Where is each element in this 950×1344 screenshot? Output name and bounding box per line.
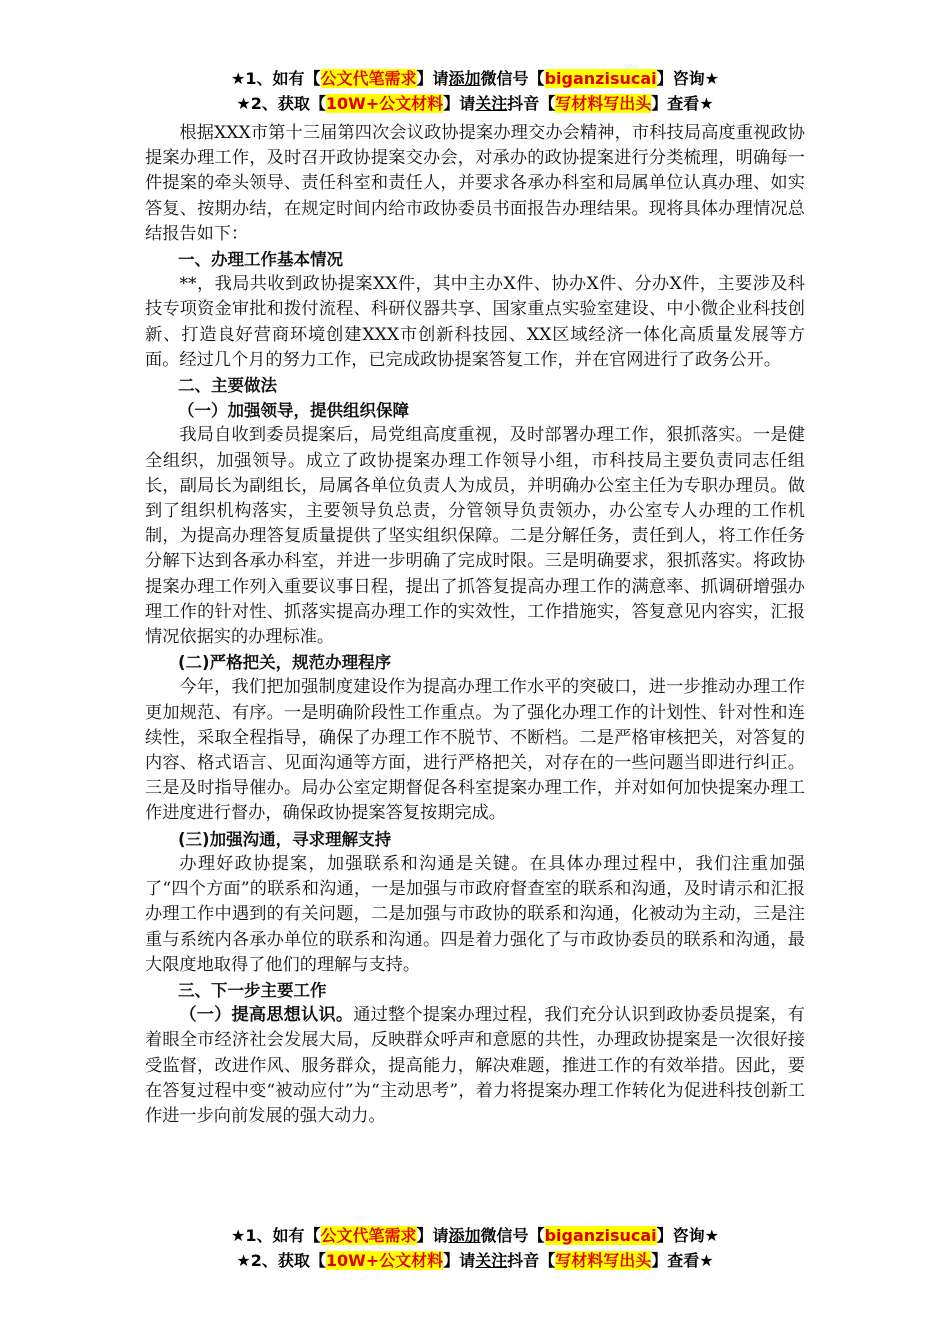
banner-text: 微信号【 [480,69,545,88]
top-banner-line-1 [0,69,950,89]
banner-text: 抖音【 [507,94,556,113]
paragraph-procedures: 今年，我们把加强制度建设作为提高办理工作水平的突破口，进一步推动办理工作更加规范、有序。一是明确阶段性工作重点。为了强化办理工作的计划性、针对性和连续性，采取全程指导，确保了办理工作不脱节、不断档。二是严格审核把关，对答复的内容、格式语言、见面沟通等方面，进行严格把关，对存在的一些问题当即进行纠正。三是及时指导催办。局办公室定期督促各科室提案办理工作，并对如何加快提案办理工作进度进行督办，确保政协提案答复按期完成。 [145,677,805,824]
banner-douyin-id: 写材料写出头 [555,94,652,113]
banner-text: 微信号【 [480,1226,545,1245]
paragraph-communication: 办理好政协提案，加强联系和沟通是关键。在具体办理过程中，我们注重加强了“四个方面”的联系和沟通，一是加强与市政府督查室的联系和沟通，及时请示和汇报办理工作中遇到的有关问题，二是加强与市政协的联系和沟通，化被动为主动，三是注重与系统内各承办单位的联系和沟通。四是着力强化了与市政协委员的联系和沟通，最大限度地取得了他们的理解与支持。 [145,853,805,975]
subsection-heading-2-2: (二)严格把关，规范办理程序 [178,653,392,673]
subsection-heading-2-1: （一）加强领导，提供组织保障 [178,401,409,421]
banner-text: 抖音【 [507,1251,556,1270]
banner-text: 】咨询★ [656,1226,719,1245]
banner-text: ★2、获取【 [236,94,326,113]
banner-text: 】请 [443,94,476,113]
banner-text: ★1、如有【 [231,69,321,88]
bottom-banner-line-2 [0,1251,950,1271]
paragraph-lead-in: （一）提高思想认识。 [179,1005,354,1026]
subsection-heading-2-3: (三)加强沟通，寻求理解支持 [178,829,392,849]
paragraph-next-steps [145,1003,805,1129]
document-body [145,121,805,1129]
banner-wechat-id: biganzisucai [544,1226,657,1245]
banner-wechat-id: biganzisucai [544,69,657,88]
paragraph-next-steps-text: 通过整个提案办理过程，我们充分认识到政协委员提案，有着眼全市经济社会发展大局，反映群众呼声和意愿的共性，办理政协提案是一次很好接受监督，改进作风、服务群众，提高能力，解决难题，推进工作的有效举措。因此，要在答复过程中变“被动应付”为“主动思考”，着力将提案办理工作转化为促进科技创新工作进一步向前发展的强大动力。 [145,1005,805,1126]
banner-emphasis: 关注 [475,94,508,113]
banner-highlight: 公文代笔需求 [320,1226,417,1245]
paragraph-leadership: 我局自收到委员提案后，局党组高度重视，及时部署办理工作，狠抓落实。一是健全组织，加强领导。成立了政协提案办理工作领导小组，市科技局主要负责同志任组长，副局长为副组长，局属各单位负责人为成员，并明确办公室主任为专职办理员。做到了组织机构落实，主要领导负总责，分管领导负责领办，办公室专人办理的工作机制，为提高办理答复质量提供了坚实组织保障。二是分解任务，责任到人，将工作任务分解下达到各承办科室，并进一步明确了完成时限。三是明确要求，狠抓落实。将政协提案办理工作列入重要议事日程，提出了抓答复提高办理工作的满意率、抓调研增强办理工作的针对性、抓落实提高办理工作的实效性，工作措施实，答复意见内容实，汇报情况依据实的办理标准。 [145,425,805,648]
section-heading-3: 三、下一步主要工作 [178,980,327,1000]
banner-highlight: 公文代笔需求 [320,69,417,88]
banner-text: 】请 [416,1226,449,1245]
banner-emphasis: 添加 [448,1226,481,1245]
banner-text: ★2、获取【 [236,1251,326,1270]
banner-highlight: 10W+公文材料 [325,1251,444,1270]
section-heading-1: 一、办理工作基本情况 [178,250,343,270]
banner-text: 】请 [443,1251,476,1270]
bottom-banner-line-1 [0,1226,950,1246]
section-heading-2: 二、主要做法 [178,376,277,396]
banner-text: 】查看★ [651,94,714,113]
banner-emphasis: 添加 [448,69,481,88]
paragraph-basic-situation: **，我局共收到政协提案XX件，其中主办X件、协办X件、分办X件，主要涉及科技专项资金审批和拨付流程、科研仪器共享、国家重点实验室建设、中小微企业科技创新、打造良好营商环境创建XXX市创新科技园、XX区域经济一体化高质量发展等方面。经过几个月的努力工作，已完成政协提案答复工作，并在官网进行了政务公开。 [145,274,805,370]
intro-paragraph: 根据XXX市第十三届第四次会议政协提案办理交办会精神，市科技局高度重视政协提案办理工作，及时召开政协提案交办会，对承办的政协提案进行分类梳理，明确每一件提案的牵头领导、责任科室和责任人，并要求各承办科室和局属单位认真办理、如实答复、按期办结，在规定时间内给市政协委员书面报告办理结果。现将具体办理情况总结报告如下： [145,123,805,244]
banner-text: 】查看★ [651,1251,714,1270]
top-banner-line-2 [0,94,950,114]
banner-text: 】咨询★ [656,69,719,88]
banner-text: ★1、如有【 [231,1226,321,1245]
banner-douyin-id: 写材料写出头 [555,1251,652,1270]
banner-text: 】请 [416,69,449,88]
banner-highlight: 10W+公文材料 [325,94,444,113]
banner-emphasis: 关注 [475,1251,508,1270]
